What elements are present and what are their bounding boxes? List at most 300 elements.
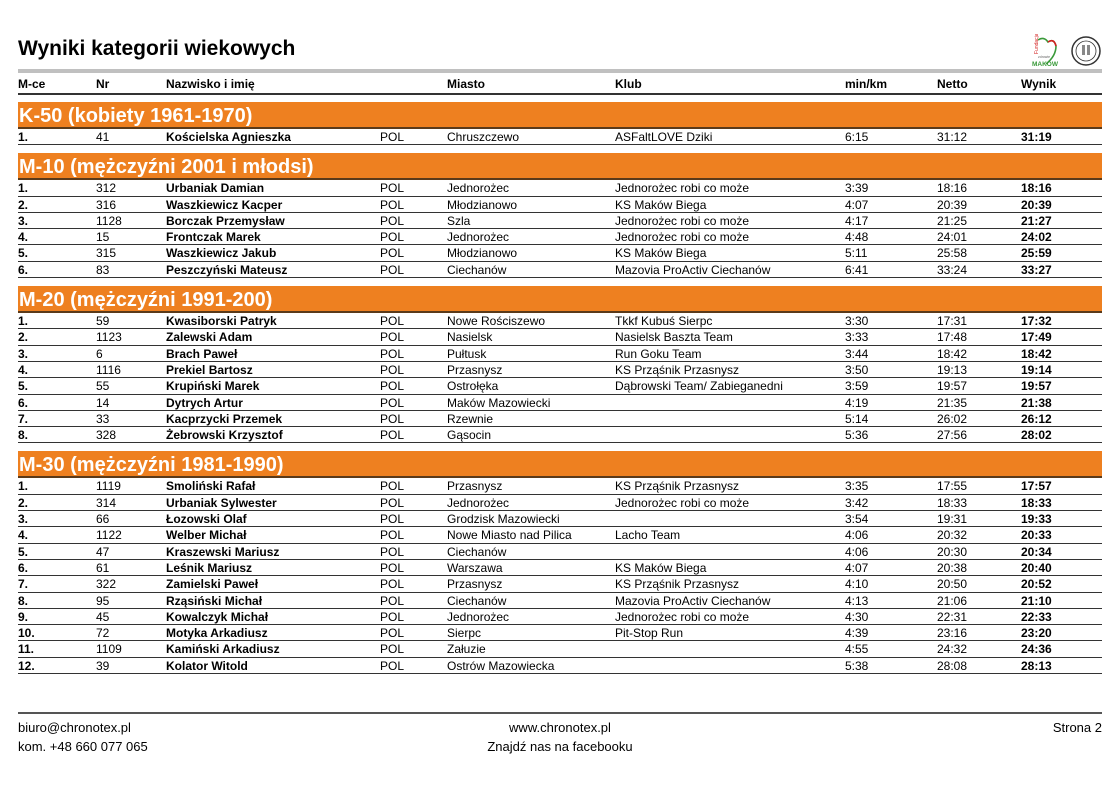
cell-name: Łozowski Olaf — [166, 512, 247, 527]
header-bib: Nr — [96, 77, 110, 91]
cell-country: POL — [380, 330, 405, 345]
result-row — [18, 658, 1102, 674]
cell-result: 20:34 — [1021, 544, 1052, 559]
cell-result: 33:27 — [1021, 262, 1052, 277]
cell-place: 5. — [18, 379, 29, 394]
cell-place: 12. — [18, 658, 35, 673]
cell-place: 4. — [18, 230, 29, 245]
result-row — [18, 346, 1102, 362]
footer-email[interactable]: biuro@chronotex.pl — [18, 720, 131, 735]
cell-pace: 4:07 — [845, 560, 869, 575]
cell-club: Tkkf Kubuś Sierpc — [615, 314, 713, 329]
cell-bib: 41 — [96, 130, 110, 144]
result-row — [18, 527, 1102, 543]
cell-name: Kowalczyk Michał — [166, 609, 269, 624]
footer-facebook: Znajdź nas na facebooku — [487, 739, 633, 754]
category-title: M-30 (mężczyźni 1981-1990) — [18, 451, 1102, 478]
cell-country: POL — [380, 609, 405, 624]
cell-result: 19:33 — [1021, 512, 1052, 527]
cell-city: Ciechanów — [447, 593, 507, 608]
header-city: Miasto — [447, 77, 486, 91]
cell-result: 18:42 — [1021, 346, 1052, 361]
cell-city: Maków Mazowiecki — [447, 395, 551, 410]
cell-result: 17:49 — [1021, 330, 1052, 345]
category-section — [18, 145, 1102, 278]
seal-emblem-icon — [1072, 37, 1100, 65]
cell-country: POL — [380, 181, 405, 196]
header-net: Netto — [937, 77, 968, 91]
cell-result: 22:33 — [1021, 609, 1052, 624]
cell-result: 17:57 — [1021, 479, 1052, 494]
cell-result: 20:52 — [1021, 577, 1052, 592]
cell-place: 4. — [18, 528, 29, 543]
result-row — [18, 362, 1102, 378]
cell-club: Jednorożec robi co może — [615, 213, 750, 228]
cell-pace: 3:50 — [845, 362, 869, 377]
cell-club: Mazovia ProActiv Ciechanów — [615, 262, 771, 277]
svg-text:zdrowie: zdrowie — [1038, 55, 1051, 59]
cell-result: 24:02 — [1021, 230, 1052, 245]
cell-name: Krupiński Marek — [166, 379, 260, 394]
cell-city: Gąsocin — [447, 428, 492, 443]
page-number: Strona 2 — [1052, 720, 1102, 735]
cell-bib: 61 — [96, 560, 110, 575]
header-result: Wynik — [1021, 77, 1057, 91]
cell-city: Młodzianowo — [447, 197, 518, 212]
cell-city: Jednorożec — [447, 495, 510, 510]
cell-city: Grodzisk Mazowiecki — [447, 512, 560, 527]
cell-bib: 312 — [96, 181, 117, 196]
cell-country: POL — [380, 495, 405, 510]
cell-result: 19:57 — [1021, 379, 1052, 394]
cell-net: 22:31 — [937, 609, 968, 624]
cell-result: 21:38 — [1021, 395, 1052, 410]
cell-pace: 4:17 — [845, 213, 869, 228]
cell-place: 5. — [18, 246, 29, 261]
cell-net: 17:48 — [937, 330, 968, 345]
cell-net: 25:58 — [937, 246, 968, 261]
cell-city: Nowe Miasto nad Pilica — [447, 528, 572, 543]
cell-net: 24:32 — [937, 642, 968, 657]
cell-net: 23:16 — [937, 626, 968, 641]
cell-club: Mazovia ProActiv Ciechanów — [615, 593, 771, 608]
cell-city: Warszawa — [447, 560, 503, 575]
svg-text:Fundacja: Fundacja — [1034, 34, 1040, 54]
result-row — [18, 641, 1102, 657]
cell-club: KS Prząśnik Przasnysz — [615, 479, 740, 494]
cell-net: 18:42 — [937, 346, 968, 361]
cell-net: 20:50 — [937, 577, 968, 592]
result-row — [18, 313, 1102, 329]
cell-name: Waszkiewicz Kacper — [166, 197, 283, 212]
cell-country: POL — [380, 213, 405, 228]
footer-rule — [18, 712, 1102, 714]
cell-bib: 14 — [96, 395, 110, 410]
cell-pace: 4:55 — [845, 642, 869, 657]
category-title: K-50 (kobiety 1961-1970) — [18, 102, 1102, 129]
result-row — [18, 180, 1102, 196]
cell-result: 25:59 — [1021, 246, 1052, 261]
cell-name: Żebrowski Krzysztof — [166, 428, 283, 443]
cell-net: 24:01 — [937, 230, 968, 245]
cell-city: Jednorożec — [447, 609, 510, 624]
cell-result: 18:33 — [1021, 495, 1052, 510]
cell-result: 17:32 — [1021, 314, 1052, 329]
cell-pace: 3:42 — [845, 495, 869, 510]
cell-city: Chruszczewo — [447, 130, 520, 144]
cell-club: KS Prząśnik Przasnysz — [615, 577, 740, 592]
cell-pace: 5:14 — [845, 411, 869, 426]
cell-net: 33:24 — [937, 262, 968, 277]
category-section — [18, 443, 1102, 674]
cell-net: 19:31 — [937, 512, 968, 527]
cell-country: POL — [380, 230, 405, 245]
result-row — [18, 213, 1102, 229]
cell-country: POL — [380, 379, 405, 394]
cell-name: Kacprzycki Przemek — [166, 411, 283, 426]
cell-city: Pułtusk — [447, 346, 487, 361]
cell-place: 3. — [18, 512, 29, 527]
cell-pace: 4:06 — [845, 528, 869, 543]
cell-name: Zalewski Adam — [166, 330, 253, 345]
cell-city: Jednorożec — [447, 181, 510, 196]
cell-bib: 314 — [96, 495, 117, 510]
cell-net: 17:31 — [937, 314, 968, 329]
cell-pace: 4:06 — [845, 544, 869, 559]
cell-result: 18:16 — [1021, 181, 1052, 196]
cell-pace: 4:19 — [845, 395, 869, 410]
cell-club: Jednorożec robi co może — [615, 609, 750, 624]
cell-place: 1. — [18, 130, 29, 144]
cell-country: POL — [380, 479, 405, 494]
cell-pace: 3:39 — [845, 181, 869, 196]
heart-logo-icon — [1030, 34, 1102, 70]
cell-result: 23:20 — [1021, 626, 1052, 641]
header-club: Klub — [615, 77, 642, 91]
cell-bib: 15 — [96, 230, 110, 245]
header-name: Nazwisko i imię — [166, 77, 255, 91]
cell-result: 31:19 — [1021, 130, 1052, 144]
cell-place: 7. — [18, 577, 29, 592]
cell-place: 6. — [18, 560, 29, 575]
footer-website[interactable]: www.chronotex.pl — [509, 720, 611, 735]
cell-place: 2. — [18, 330, 29, 345]
cell-city: Ostrów Mazowiecka — [447, 658, 555, 673]
cell-place: 6. — [18, 395, 29, 410]
cell-name: Motyka Arkadiusz — [166, 626, 268, 641]
cell-country: POL — [380, 346, 405, 361]
cell-city: Sierpc — [447, 626, 482, 641]
cell-place: 2. — [18, 197, 29, 212]
cell-pace: 3:35 — [845, 479, 869, 494]
cell-net: 20:30 — [937, 544, 968, 559]
cell-bib: 66 — [96, 512, 110, 527]
cell-bib: 59 — [96, 314, 110, 329]
result-row — [18, 478, 1102, 494]
cell-name: Waszkiewicz Jakub — [166, 246, 277, 261]
cell-country: POL — [380, 314, 405, 329]
footer-phone: kom. +48 660 077 065 — [18, 739, 148, 754]
cell-club: Nasielsk Baszta Team — [615, 330, 733, 345]
header-pace: min/km — [845, 77, 888, 91]
cell-name: Kolator Witold — [166, 658, 248, 673]
cell-bib: 45 — [96, 609, 110, 624]
result-row — [18, 544, 1102, 560]
logo-text: MAKÓW — [1032, 61, 1058, 68]
cell-city: Załuzie — [447, 642, 486, 657]
result-row — [18, 560, 1102, 576]
cell-club: Lacho Team — [615, 528, 681, 543]
cell-pace: 3:30 — [845, 314, 869, 329]
cell-country: POL — [380, 411, 405, 426]
cell-name: Dytrych Artur — [166, 395, 243, 410]
cell-pace: 4:48 — [845, 230, 869, 245]
cell-place: 1. — [18, 314, 29, 329]
cell-place: 7. — [18, 411, 29, 426]
cell-bib: 322 — [96, 577, 117, 592]
result-row — [18, 609, 1102, 625]
cell-net: 19:13 — [937, 362, 968, 377]
cell-country: POL — [380, 528, 405, 543]
cell-country: POL — [380, 544, 405, 559]
cell-name: Urbaniak Sylwester — [166, 495, 277, 510]
cell-name: Borczak Przemysław — [166, 213, 285, 228]
cell-city: Nowe Rościszewo — [447, 314, 546, 329]
cell-place: 10. — [18, 626, 35, 641]
cell-club: KS Prząśnik Przasnysz — [615, 362, 740, 377]
cell-city: Jednorożec — [447, 230, 510, 245]
cell-club: KS Maków Biega — [615, 560, 707, 575]
header-place: M-ce — [18, 77, 46, 91]
cell-result: 28:02 — [1021, 428, 1052, 443]
result-row — [18, 329, 1102, 345]
result-row — [18, 245, 1102, 261]
cell-club: Jednorożec robi co może — [615, 181, 750, 196]
result-row — [18, 229, 1102, 245]
cell-result: 20:40 — [1021, 560, 1052, 575]
cell-result: 21:27 — [1021, 213, 1052, 228]
cell-country: POL — [380, 577, 405, 592]
table-header — [18, 77, 1102, 95]
result-row — [18, 511, 1102, 527]
cell-name: Smoliński Rafał — [166, 479, 256, 494]
cell-country: POL — [380, 262, 405, 277]
cell-bib: 39 — [96, 658, 110, 673]
cell-bib: 316 — [96, 197, 117, 212]
top-rule — [18, 69, 1102, 73]
cell-country: POL — [380, 512, 405, 527]
cell-bib: 95 — [96, 593, 110, 608]
footer-web — [460, 718, 660, 756]
cell-country: POL — [380, 593, 405, 608]
cell-name: Kościelska Agnieszka — [166, 130, 291, 144]
cell-net: 19:57 — [937, 379, 968, 394]
cell-place: 5. — [18, 544, 29, 559]
cell-result: 28:13 — [1021, 658, 1052, 673]
cell-net: 21:06 — [937, 593, 968, 608]
section-gap — [18, 443, 1102, 451]
cell-name: Frontczak Marek — [166, 230, 261, 245]
cell-city: Młodzianowo — [447, 246, 518, 261]
cell-net: 17:55 — [937, 479, 968, 494]
result-row — [18, 378, 1102, 394]
cell-country: POL — [380, 626, 405, 641]
result-row — [18, 197, 1102, 213]
cell-club: Dąbrowski Team/ Zabieganedni — [615, 379, 783, 394]
cell-city: Ciechanów — [447, 262, 507, 277]
cell-city: Ostrołęka — [447, 379, 499, 394]
category-section — [18, 102, 1102, 145]
cell-place: 8. — [18, 593, 29, 608]
cell-name: Peszczyński Mateusz — [166, 262, 288, 277]
cell-club: Jednorożec robi co może — [615, 230, 750, 245]
cell-country: POL — [380, 246, 405, 261]
cell-city: Szla — [447, 213, 471, 228]
cell-result: 20:39 — [1021, 197, 1052, 212]
footer-contact — [18, 718, 148, 756]
cell-club: Run Goku Team — [615, 346, 702, 361]
cell-net: 20:39 — [937, 197, 968, 212]
cell-net: 28:08 — [937, 658, 968, 673]
cell-bib: 6 — [96, 346, 103, 361]
cell-bib: 55 — [96, 379, 110, 394]
cell-city: Przasnysz — [447, 479, 503, 494]
section-gap — [18, 278, 1102, 286]
cell-name: Prekiel Bartosz — [166, 362, 253, 377]
result-row — [18, 395, 1102, 411]
cell-country: POL — [380, 428, 405, 443]
cell-place: 4. — [18, 362, 29, 377]
cell-pace: 3:54 — [845, 512, 869, 527]
cell-pace: 4:10 — [845, 577, 869, 592]
cell-result: 21:10 — [1021, 593, 1052, 608]
cell-bib: 1128 — [96, 213, 122, 228]
cell-net: 31:12 — [937, 130, 968, 144]
cell-bib: 1123 — [96, 330, 122, 345]
cell-bib: 328 — [96, 428, 117, 443]
cell-net: 18:16 — [937, 181, 968, 196]
cell-bib: 315 — [96, 246, 117, 261]
cell-pace: 5:36 — [845, 428, 869, 443]
cell-bib: 1109 — [96, 642, 122, 657]
cell-name: Rząsiński Michał — [166, 593, 263, 608]
cell-country: POL — [380, 362, 405, 377]
cell-net: 21:25 — [937, 213, 968, 228]
cell-club: KS Maków Biega — [615, 197, 707, 212]
cell-country: POL — [380, 395, 405, 410]
cell-net: 20:38 — [937, 560, 968, 575]
cell-city: Rzewnie — [447, 411, 494, 426]
cell-bib: 1116 — [96, 362, 121, 377]
cell-bib: 83 — [96, 262, 110, 277]
cell-city: Przasnysz — [447, 362, 503, 377]
cell-country: POL — [380, 560, 405, 575]
cell-net: 27:56 — [937, 428, 968, 443]
cell-net: 18:33 — [937, 495, 968, 510]
cell-pace: 3:33 — [845, 330, 869, 345]
cell-name: Brach Paweł — [166, 346, 238, 361]
cell-name: Welber Michał — [166, 528, 247, 543]
cell-place: 3. — [18, 346, 29, 361]
result-row — [18, 129, 1102, 145]
cell-place: 3. — [18, 213, 29, 228]
cell-city: Ciechanów — [447, 544, 507, 559]
cell-pace: 4:30 — [845, 609, 869, 624]
result-row — [18, 262, 1102, 278]
result-row — [18, 495, 1102, 511]
cell-place: 9. — [18, 609, 29, 624]
cell-club: KS Maków Biega — [615, 246, 707, 261]
cell-pace: 4:13 — [845, 593, 869, 608]
cell-result: 19:14 — [1021, 362, 1052, 377]
footer-page — [1053, 718, 1102, 737]
result-row — [18, 411, 1102, 427]
cell-bib: 1119 — [96, 479, 121, 494]
cell-bib: 33 — [96, 411, 110, 426]
cell-pace: 4:39 — [845, 626, 869, 641]
cell-pace: 6:15 — [845, 130, 869, 144]
results-sections — [18, 102, 1102, 674]
cell-name: Kwasiborski Patryk — [166, 314, 277, 329]
cell-bib: 1122 — [96, 528, 122, 543]
cell-name: Kraszewski Mariusz — [166, 544, 280, 559]
cell-result: 20:33 — [1021, 528, 1052, 543]
result-row — [18, 625, 1102, 641]
cell-place: 6. — [18, 262, 29, 277]
cell-name: Zamielski Paweł — [166, 577, 259, 592]
cell-pace: 3:44 — [845, 346, 869, 361]
cell-bib: 72 — [96, 626, 110, 641]
cell-pace: 4:07 — [845, 197, 869, 212]
result-row — [18, 576, 1102, 592]
cell-country: POL — [380, 130, 405, 144]
cell-club: Jednorożec robi co może — [615, 495, 750, 510]
page-title: Wyniki kategorii wiekowych — [18, 37, 296, 60]
cell-country: POL — [380, 197, 405, 212]
section-gap — [18, 145, 1102, 153]
cell-name: Urbaniak Damian — [166, 181, 265, 196]
cell-city: Nasielsk — [447, 330, 493, 345]
cell-pace: 5:38 — [845, 658, 869, 673]
cell-pace: 3:59 — [845, 379, 869, 394]
cell-country: POL — [380, 658, 405, 673]
category-title: M-20 (mężczyźni 1991-200) — [18, 286, 1102, 313]
cell-club: ASFaltLOVE Dziki — [615, 130, 713, 144]
cell-club: Pit-Stop Run — [615, 626, 684, 641]
cell-bib: 47 — [96, 544, 110, 559]
cell-result: 26:12 — [1021, 411, 1052, 426]
cell-place: 2. — [18, 495, 29, 510]
cell-result: 24:36 — [1021, 642, 1052, 657]
result-row — [18, 593, 1102, 609]
cell-pace: 5:11 — [845, 246, 868, 261]
result-row — [18, 427, 1102, 443]
cell-city: Przasnysz — [447, 577, 503, 592]
category-title: M-10 (mężczyźni 2001 i młodsi) — [18, 153, 1102, 180]
cell-pace: 6:41 — [845, 262, 869, 277]
cell-place: 1. — [18, 181, 29, 196]
cell-name: Kamiński Arkadiusz — [166, 642, 280, 657]
category-section — [18, 278, 1102, 443]
cell-net: 26:02 — [937, 411, 968, 426]
cell-name: Leśnik Mariusz — [166, 560, 253, 575]
cell-country: POL — [380, 642, 405, 657]
cell-place: 1. — [18, 479, 29, 494]
cell-net: 20:32 — [937, 528, 968, 543]
cell-net: 21:35 — [937, 395, 968, 410]
cell-place: 11. — [18, 642, 35, 657]
cell-place: 8. — [18, 428, 29, 443]
